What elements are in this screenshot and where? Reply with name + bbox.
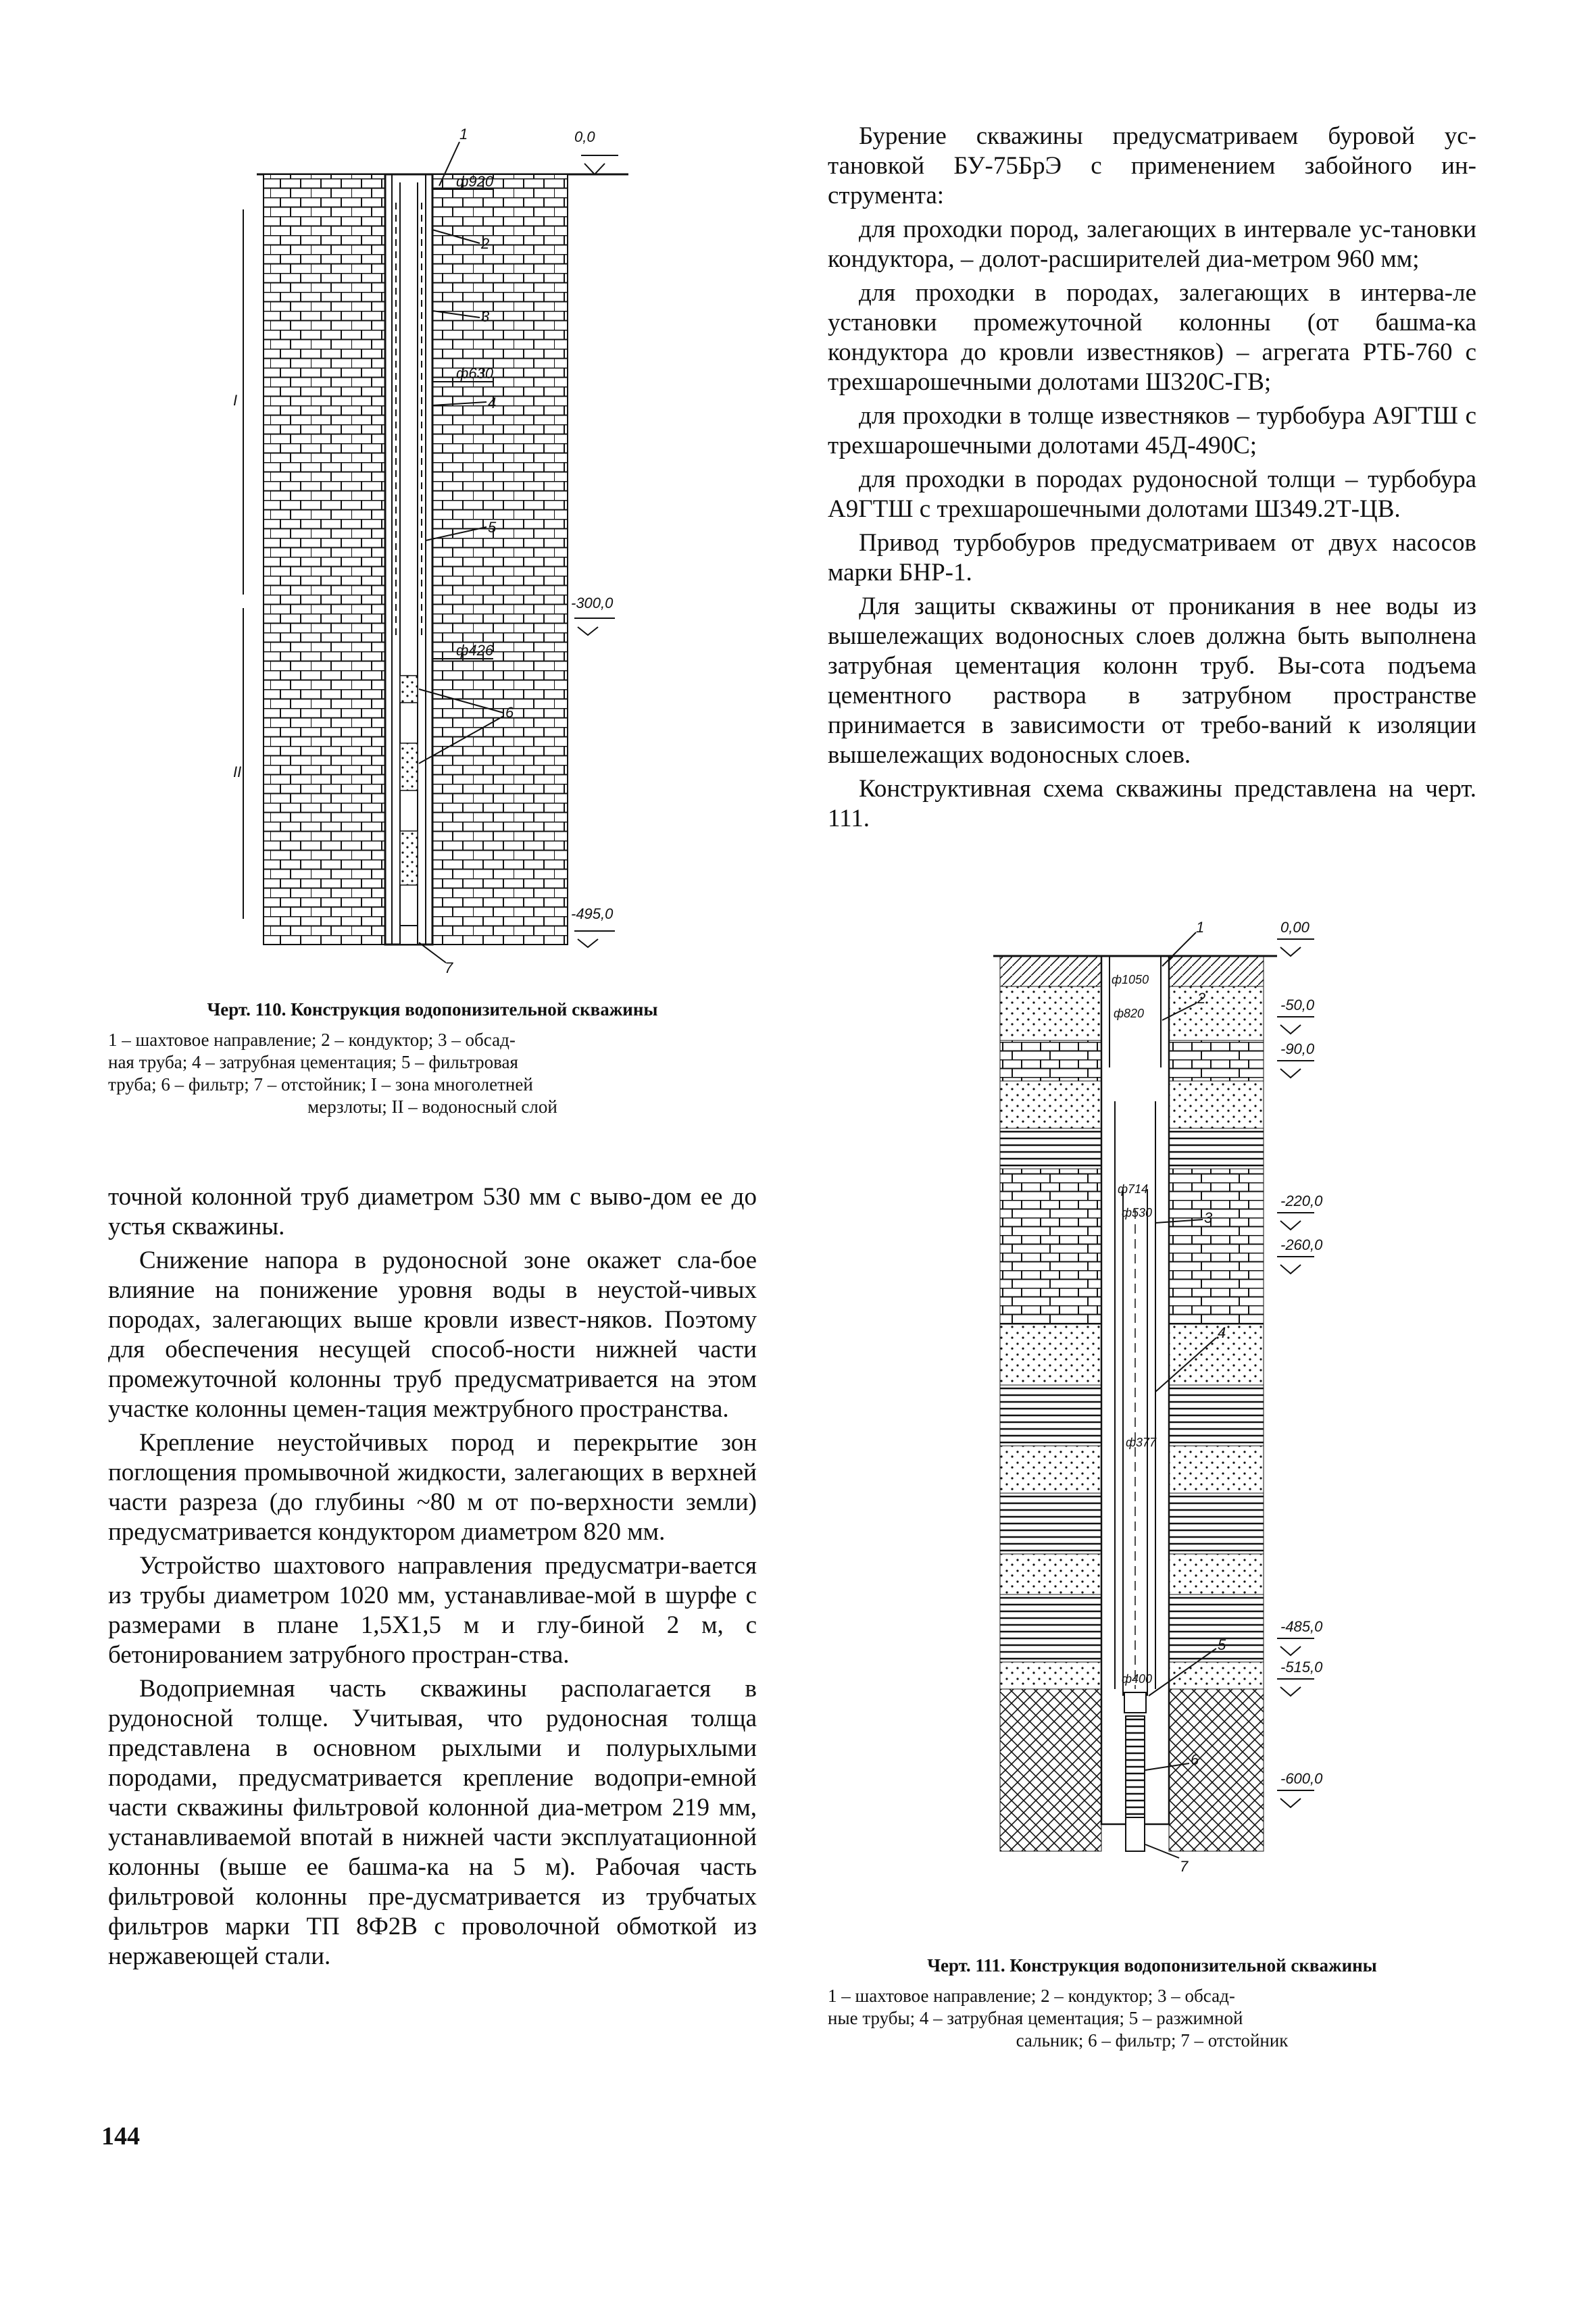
- left-paragraph: Крепление неустойчивых пород и перекрытие зон поглощения промывочной жидкости, залегающих в верхней части разреза (до глубины ~80 м от по-верхности земли) предусматривается кондуктором диаметром 820 мм.: [108, 1429, 757, 1546]
- fig111-n5: 5: [1218, 1636, 1226, 1653]
- fig110-n5: 5: [488, 519, 497, 536]
- figure-110-drawing: [230, 122, 649, 973]
- left-paragraph: Снижение напора в рудоносной зоне окажет сла-бое влияние на понижение уровня воды в неустой-чивых породах, залегающих выше кровли извест-няков. Поэтому для обеспечения несущей способ-ности нижней части промежуточной колонны труб предусматривается на этом участке колонны цемен-тация межтрубного пространства.: [108, 1247, 757, 1423]
- legend-line: труба; 6 – фильтр; 7 – отстойник; I – зона многолетней: [108, 1074, 533, 1095]
- fig110-mark-top: 0,0: [574, 128, 595, 145]
- legend-line: 1 – шахтовое направление; 2 – кондуктор; 3 – обсад-: [828, 1986, 1235, 2006]
- legend-line: ные трубы; 4 – затрубная цементация; 5 – разжимной: [828, 2008, 1243, 2028]
- fig111-n4: 4: [1218, 1324, 1226, 1341]
- right-paragraph: Для защиты скважины от проникания в нее воды из вышележащих водоносных слоев должна быть выполнена затрубная цементация колонн труб. Вы-сота подъема цементного раствора в затрубном пространстве принимается в зависимости от требо-ваний к изоляции вышележащих водоносных слоев.: [828, 593, 1476, 769]
- figure-110-legend: [108, 1029, 757, 1118]
- fig111-mark-600: -600,0: [1280, 1770, 1323, 1787]
- fig111-d5: ф377: [1126, 1436, 1157, 1449]
- fig111-mark-50: -50,0: [1280, 997, 1315, 1013]
- right-paragraph: Привод турбобуров предусматриваем от двух насосов марки БНР-1.: [828, 529, 1476, 586]
- fig111-n3: 3: [1204, 1209, 1213, 1226]
- fig110-n7: 7: [445, 959, 453, 976]
- right-paragraph: Конструктивная схема скважины представлена на черт. 111.: [828, 775, 1476, 832]
- fig110-zone1: I: [233, 392, 238, 409]
- fig111-d6: ф400: [1122, 1672, 1153, 1686]
- fig111-mark-485: -485,0: [1280, 1618, 1323, 1635]
- right-paragraph: Бурение скважины предусматриваем буровой ус-тановкой БУ-75БрЭ с применением забойного ин-струмента:: [828, 122, 1476, 209]
- fig110-n3: 3: [481, 308, 490, 325]
- fig110-mark-bottom: -495,0: [571, 905, 614, 922]
- fig111-n2: 2: [1197, 990, 1206, 1007]
- left-paragraph: Устройство шахтового направления предусматри-вается из трубы диаметром 1020 мм, устанавливае-мой в шурфе с размерами в плане 1,5Х1,5 м и глу-биной 2 м, с бетонированием затрубного простран-ства.: [108, 1552, 757, 1669]
- right-paragraph: для проходки в толще известняков – турбобура А9ГТШ с трехшарошечными долотами 45Д-490С;: [828, 402, 1476, 459]
- figure-111-title: Черт. 111. Конструкция водопонизительной скважины: [927, 1955, 1377, 1976]
- fig111-d4: ф530: [1122, 1206, 1153, 1219]
- right-paragraph: для проходки в породах рудоносной толщи – турбобура А9ГТШ с трехшарошечными долотами Ш349.2Т-ЦВ.: [828, 466, 1476, 523]
- figure-111: [993, 919, 1358, 1919]
- page-number: 144: [101, 2122, 140, 2150]
- fig110-n6: 6: [505, 704, 514, 721]
- fig110-mark-mid: -300,0: [571, 595, 614, 611]
- figure-110-title: Черт. 110. Конструкция водопонизительной скважины: [207, 999, 658, 1020]
- figure-111-legend: [828, 1985, 1476, 2052]
- fig110-zone2: II: [233, 763, 242, 780]
- fig111-mark-220: -220,0: [1280, 1192, 1323, 1209]
- left-paragraph: Водоприемная часть скважины располагается в рудоносной толще. Учитывая, что рудоносная толща представлена в основном рыхлыми и полурыхлыми породами, предусматривается крепление водопри-емной части скважины фильтровой колонной диа-метром 219 мм, устанавливаемой впотай в нижней части эксплуатационной колонны (выше ее башма-ка на 5 м). Рабочая часть фильтровой колонны пре-дусматривается из трубчатых фильтров марки ТП 8Ф2В с проволочной обмоткой из нержавеющей стали.: [108, 1675, 757, 1970]
- legend-line: ная труба; 4 – затрубная цементация; 5 – фильтровая: [108, 1052, 518, 1072]
- fig111-mark-515: -515,0: [1280, 1659, 1323, 1676]
- figure-111-caption: [828, 1953, 1476, 2052]
- fig111-mark-260: -260,0: [1280, 1236, 1323, 1253]
- fig110-d3: ф426: [456, 642, 494, 659]
- fig111-d1: ф1050: [1112, 973, 1149, 986]
- right-paragraph: для проходки в породах, залегающих в интерва-ле установки промежуточной колонны (от башма-ка кондуктора до кровли известняков) – агрегата РТБ-760 с трехшарошечными долотами Ш320С-ГВ;: [828, 279, 1476, 396]
- figure-111-drawing: [993, 919, 1358, 1919]
- legend-line: 1 – шахтовое направление; 2 – кондуктор; 3 – обсад-: [108, 1030, 516, 1050]
- figure-110: [230, 122, 649, 976]
- fig110-d1: ф920: [456, 173, 494, 190]
- legend-line: сальник; 6 – фильтр; 7 – отстойник: [1016, 2030, 1289, 2051]
- fig111-mark-90: -90,0: [1280, 1040, 1315, 1057]
- fig110-n2: 2: [481, 235, 490, 252]
- fig111-d3: ф714: [1118, 1182, 1149, 1196]
- fig110-d2: ф630: [456, 365, 494, 382]
- fig110-n1: 1: [459, 126, 468, 143]
- figure-110-caption: [108, 997, 757, 1118]
- right-paragraph: для проходки пород, залегающих в интервале ус-тановки кондуктора, – долот-расширителей диа-метром 960 мм;: [828, 216, 1476, 273]
- fig110-n4: 4: [488, 395, 497, 411]
- fig111-d2: ф820: [1114, 1007, 1145, 1020]
- right-text-column: [828, 122, 1476, 834]
- legend-line: мерзлоты; II – водоносный слой: [307, 1097, 557, 1117]
- left-text-column: [108, 1182, 757, 1971]
- fig111-n6: 6: [1191, 1751, 1199, 1768]
- fig111-n1: 1: [1196, 919, 1205, 936]
- fig111-n7: 7: [1180, 1858, 1189, 1875]
- left-paragraph: точной колонной труб диаметром 530 мм с выво-дом ее до устья скважины.: [108, 1183, 757, 1240]
- fig111-mark-top: 0,00: [1280, 919, 1310, 936]
